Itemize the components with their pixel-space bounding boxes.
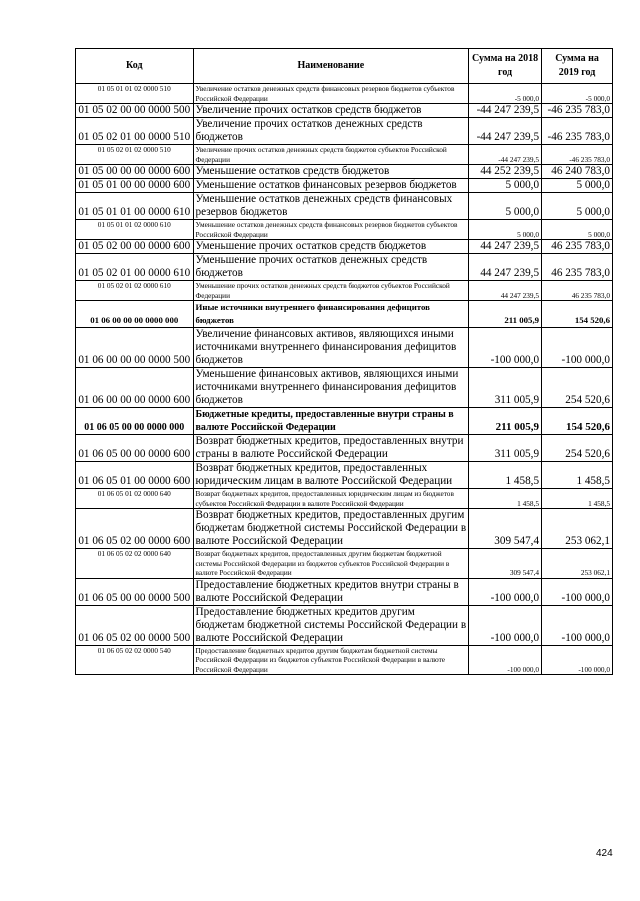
row-sum-2018: -100 000,0 [469, 605, 542, 645]
row-name: Возврат бюджетных кредитов, предоставленных юридическим лицам в валюте Российской Федерации [193, 462, 469, 489]
row-name: Возврат бюджетных кредитов, предоставленных другим бюджетам бюджетной системы Российской Федерации в валюте Российской Федерации [193, 509, 469, 549]
row-sum-2018: 44 247 239,5 [469, 281, 542, 301]
row-code: 01 06 05 01 02 0000 640 [76, 489, 194, 509]
row-sum-2018: 5 000,0 [469, 220, 542, 240]
table-row [76, 328, 613, 368]
row-name: Уменьшение остатков денежных средств финансовых резервов бюджетов субъектов Российской Федерации [193, 220, 469, 240]
row-sum-2018: 44 247 239,5 [469, 240, 542, 254]
row-sum-2018: 5 000,0 [469, 193, 542, 220]
row-name: Уменьшение остатков денежных средств финансовых резервов бюджетов [193, 193, 469, 220]
row-sum-2019: 154 520,6 [542, 301, 613, 328]
row-sum-2018: 44 252 239,5 [469, 165, 542, 179]
row-name: Увеличение прочих остатков денежных средств бюджетов субъектов Российской Федерации [193, 145, 469, 165]
row-name: Увеличение прочих остатков денежных средств бюджетов [193, 118, 469, 145]
header-sum-2018: Сумма на 2018 год [469, 49, 542, 84]
row-sum-2019: -100 000,0 [542, 605, 613, 645]
row-code: 01 05 02 01 02 0000 610 [76, 281, 194, 301]
table-row [76, 489, 613, 509]
table-row [76, 281, 613, 301]
row-sum-2018: 211 005,9 [469, 301, 542, 328]
table-header-row [76, 49, 613, 84]
table-row [76, 220, 613, 240]
table-row [76, 301, 613, 328]
table-row [76, 179, 613, 193]
table-row [76, 240, 613, 254]
table-row [76, 462, 613, 489]
row-code: 01 06 05 02 02 0000 640 [76, 549, 194, 579]
table-row [76, 605, 613, 645]
row-sum-2019: 5 000,0 [542, 220, 613, 240]
table-body [76, 84, 613, 675]
row-sum-2019: 254 520,6 [542, 368, 613, 408]
row-name: Уменьшение остатков средств бюджетов [193, 165, 469, 179]
row-sum-2019: -100 000,0 [542, 645, 613, 675]
row-sum-2018: 1 458,5 [469, 489, 542, 509]
row-sum-2019: 154 520,6 [542, 408, 613, 435]
header-sum-2019: Сумма на 2019 год [542, 49, 613, 84]
row-name: Увеличение прочих остатков средств бюджетов [193, 104, 469, 118]
row-name: Возврат бюджетных кредитов, предоставленных другим бюджетам бюджетной системы Российской Федерации из бюджетов субъектов Российской Федерации в валюте Российской Федерации [193, 549, 469, 579]
row-name: Предоставление бюджетных кредитов другим бюджетам бюджетной системы Российской Федерации из бюджетов субъектов Российской Федерации в валюте Российской Федерации [193, 645, 469, 675]
row-sum-2019: 46 235 783,0 [542, 240, 613, 254]
row-code: 01 06 00 00 00 0000 500 [76, 328, 194, 368]
row-sum-2019: 254 520,6 [542, 435, 613, 462]
table-row [76, 509, 613, 549]
row-sum-2019: 46 235 783,0 [542, 254, 613, 281]
row-sum-2018: -100 000,0 [469, 328, 542, 368]
row-sum-2019: 1 458,5 [542, 462, 613, 489]
row-name: Уменьшение финансовых активов, являющихся иными источниками внутреннего финансирования дефицитов бюджетов [193, 368, 469, 408]
row-name: Возврат бюджетных кредитов, предоставленных юридическим лицам из бюджетов субъектов Российской Федерации в валюте Российской Федерации [193, 489, 469, 509]
table-row [76, 165, 613, 179]
row-sum-2018: 44 247 239,5 [469, 254, 542, 281]
row-name: Уменьшение остатков финансовых резервов бюджетов [193, 179, 469, 193]
row-sum-2019: 1 458,5 [542, 489, 613, 509]
budget-sources-table [75, 48, 613, 675]
row-code: 01 05 01 01 02 0000 610 [76, 220, 194, 240]
row-code: 01 06 05 02 02 0000 540 [76, 645, 194, 675]
table-row [76, 84, 613, 104]
row-sum-2018: 309 547,4 [469, 549, 542, 579]
row-sum-2019: -46 235 783,0 [542, 118, 613, 145]
row-code: 01 05 01 00 00 0000 600 [76, 179, 194, 193]
row-code: 01 06 05 00 00 0000 000 [76, 408, 194, 435]
page-number: 424 [596, 848, 613, 859]
row-sum-2019: -46 235 783,0 [542, 104, 613, 118]
row-name: Уменьшение прочих остатков денежных средств бюджетов [193, 254, 469, 281]
table-row [76, 549, 613, 579]
table-row [76, 145, 613, 165]
row-name: Уменьшение прочих остатков денежных средств бюджетов субъектов Российской Федерации [193, 281, 469, 301]
row-sum-2018: 309 547,4 [469, 509, 542, 549]
row-name: Увеличение остатков денежных средств финансовых резервов бюджетов субъектов Российской Федерации [193, 84, 469, 104]
row-sum-2018: -44 247 239,5 [469, 104, 542, 118]
row-code: 01 06 05 02 00 0000 500 [76, 605, 194, 645]
table-row [76, 118, 613, 145]
row-code: 01 05 02 01 02 0000 510 [76, 145, 194, 165]
row-sum-2018: 5 000,0 [469, 179, 542, 193]
row-sum-2019: -100 000,0 [542, 328, 613, 368]
row-sum-2019: -46 235 783,0 [542, 145, 613, 165]
row-sum-2019: 253 062,1 [542, 549, 613, 579]
row-code: 01 05 01 01 00 0000 610 [76, 193, 194, 220]
row-code: 01 05 02 01 00 0000 610 [76, 254, 194, 281]
row-sum-2018: -44 247 239,5 [469, 118, 542, 145]
row-code: 01 06 05 02 00 0000 600 [76, 509, 194, 549]
table-row [76, 104, 613, 118]
row-code: 01 06 05 01 00 0000 600 [76, 462, 194, 489]
row-name: Бюджетные кредиты, предоставленные внутри страны в валюте Российской Федерации [193, 408, 469, 435]
row-sum-2019: 253 062,1 [542, 509, 613, 549]
row-code: 01 05 02 01 00 0000 510 [76, 118, 194, 145]
row-code: 01 06 05 00 00 0000 500 [76, 578, 194, 605]
table-row [76, 254, 613, 281]
table-row [76, 645, 613, 675]
row-sum-2019: -100 000,0 [542, 578, 613, 605]
row-sum-2018: 1 458,5 [469, 462, 542, 489]
row-name: Увеличение финансовых активов, являющихся иными источниками внутреннего финансирования дефицитов бюджетов [193, 328, 469, 368]
row-sum-2019: 46 240 783,0 [542, 165, 613, 179]
table-row [76, 193, 613, 220]
row-sum-2019: 5 000,0 [542, 179, 613, 193]
row-sum-2019: 5 000,0 [542, 193, 613, 220]
row-sum-2018: -100 000,0 [469, 578, 542, 605]
row-name: Иные источники внутреннего финансирования дефицитов бюджетов [193, 301, 469, 328]
row-sum-2018: 311 005,9 [469, 368, 542, 408]
table-row [76, 368, 613, 408]
row-name: Возврат бюджетных кредитов, предоставленных внутри страны в валюте Российской Федерации [193, 435, 469, 462]
row-sum-2019: -5 000,0 [542, 84, 613, 104]
row-sum-2019: 46 235 783,0 [542, 281, 613, 301]
row-sum-2018: -100 000,0 [469, 645, 542, 675]
table-row [76, 435, 613, 462]
table-row [76, 408, 613, 435]
row-code: 01 05 00 00 00 0000 600 [76, 165, 194, 179]
row-code: 01 05 02 00 00 0000 500 [76, 104, 194, 118]
row-name: Уменьшение прочих остатков средств бюджетов [193, 240, 469, 254]
row-name: Предоставление бюджетных кредитов внутри страны в валюте Российской Федерации [193, 578, 469, 605]
row-sum-2018: -5 000,0 [469, 84, 542, 104]
row-code: 01 06 00 00 00 0000 600 [76, 368, 194, 408]
row-code: 01 06 00 00 00 0000 000 [76, 301, 194, 328]
header-name: Наименование [193, 49, 469, 84]
row-sum-2018: -44 247 239,5 [469, 145, 542, 165]
table-row [76, 578, 613, 605]
row-sum-2018: 211 005,9 [469, 408, 542, 435]
row-code: 01 05 02 00 00 0000 600 [76, 240, 194, 254]
header-code: Код [76, 49, 194, 84]
row-code: 01 06 05 00 00 0000 600 [76, 435, 194, 462]
row-name: Предоставление бюджетных кредитов другим бюджетам бюджетной системы Российской Федерации в валюте Российской Федерации [193, 605, 469, 645]
row-code: 01 05 01 01 02 0000 510 [76, 84, 194, 104]
row-sum-2018: 311 005,9 [469, 435, 542, 462]
